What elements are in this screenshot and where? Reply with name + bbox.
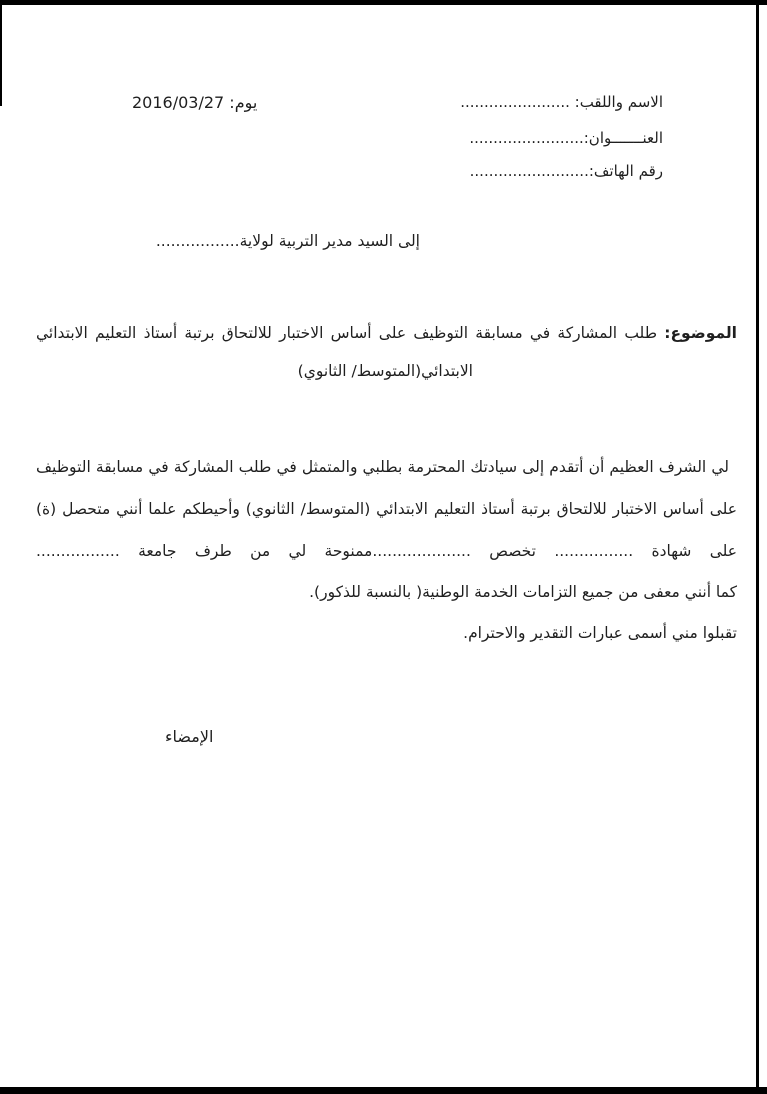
body-line: كما أنني معفى من جميع التزامات الخدمة الوطنية( بالنسبة للذكور). <box>309 583 737 601</box>
scan-border-top <box>0 0 767 5</box>
subject-line <box>36 322 737 344</box>
recipient-line: إلى السيد مدير التربية لولاية................. <box>155 232 420 250</box>
signature-label: الإمضاء <box>165 727 214 746</box>
body-line: على أساس الاختبار للالتحاق برتبة أستاذ التعليم الابتدائي (المتوسط/ الثانوي) وأحيطكم علما أنني متحصل (ة) <box>36 500 737 518</box>
scan-border-left <box>0 0 2 106</box>
subject-continuation-line: الابتدائي(المتوسط/ الثانوي) <box>297 362 473 380</box>
subject-label: الموضوع: <box>664 324 737 342</box>
date-line: يوم: 2016/03/27 <box>132 93 258 112</box>
name-field-line: الاسم واللقب: ....................... <box>460 93 663 111</box>
subject-text: طلب المشاركة في مسابقة التوظيف على أساس الاختبار للالتحاق برتبة أستاذ التعليم الابتدائي <box>36 324 658 342</box>
body-line: تقبلوا مني أسمى عبارات التقدير والاحترام. <box>463 624 737 642</box>
phone-field-line: رقم الهاتف:......................... <box>469 162 663 180</box>
scan-border-bottom <box>0 1087 767 1094</box>
address-field-line: العنـــــــوان:........................ <box>469 129 663 147</box>
scan-border-right <box>756 0 759 1094</box>
body-line: لي الشرف العظيم أن أتقدم إلى سيادتك المحترمة بطلبي والمتمثل في طلب المشاركة في مسابقة التوظيف <box>36 458 729 476</box>
body-line: على شهادة ................ تخصص ....................ممنوحة لي من طرف جامعة ................. <box>36 542 737 560</box>
